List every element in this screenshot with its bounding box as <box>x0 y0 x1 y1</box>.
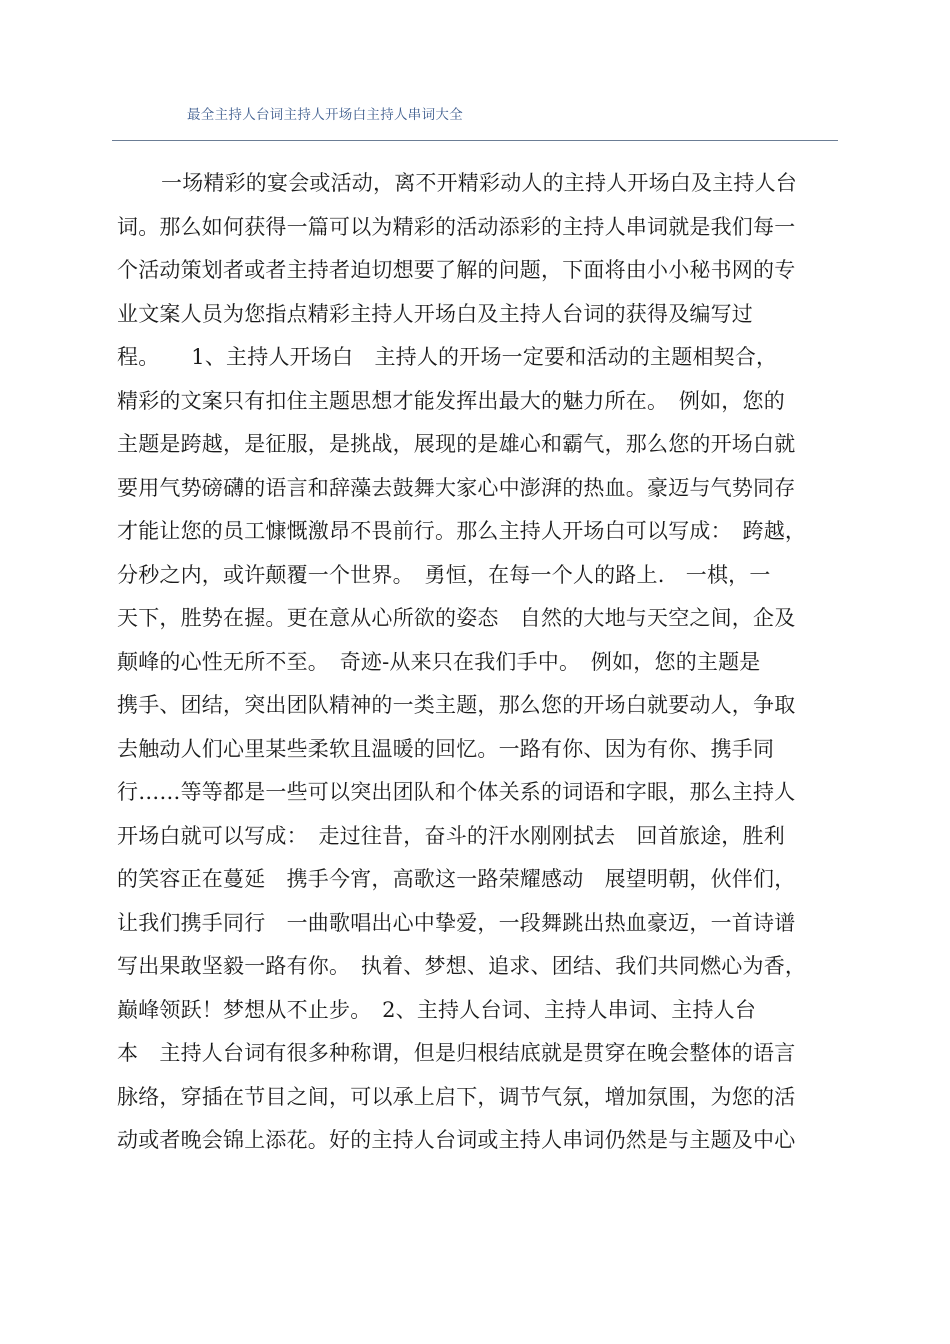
text-line: 巅峰领跃！梦想从不止步。 2、主持人台词、主持人串词、主持人台 <box>117 997 757 1022</box>
text-line: 本 主持人台词有很多种称谓，但是归根结底就是贯穿在晚会整体的语言 <box>117 1041 796 1065</box>
text-line: 精彩的文案只有扣住主题思想才能发挥出最大的魅力所在。 例如，您的 <box>117 388 785 413</box>
text-line: 脉络，穿插在节目之间，可以承上启下，调节气氛，增加氛围，为您的活 <box>117 1084 796 1109</box>
text-line: 天下，胜势在握。更在意从心所欲的姿态 自然的大地与天空之间，企及 <box>117 606 796 630</box>
text-line: 让我们携手同行 一曲歌唱出心中挚爱，一段舞跳出热血豪迈，一首诗谱 <box>117 910 796 935</box>
text-line: 业文案人员为您指点精彩主持人开场白及主持人台词的获得及编写过 <box>117 301 753 326</box>
text-line: 个活动策划者或者主持者迫切想要了解的问题，下面将由小小秘书网的专 <box>117 258 796 282</box>
text-line: 写出果敢坚毅一路有你。 执着、梦想、追求、团结、我们共同燃心为香， <box>117 954 807 978</box>
text-line: 一场精彩的宴会或活动，离不开精彩动人的主持人开场白及主持人台 <box>161 171 797 195</box>
text-line: 才能让您的员工慷慨激昂不畏前行。那么主持人开场白可以写成： 跨越， <box>117 519 807 543</box>
text-line: 主题是跨越，是征服，是挑战，展现的是雄心和霸气，那么您的开场白就 <box>117 432 796 456</box>
text-line: 携手、团结，突出团队精神的一类主题，那么您的开场白就要动人，争取 <box>117 693 796 717</box>
text-line: 要用气势磅礴的语言和辞藻去鼓舞大家心中澎湃的热血。豪迈与气势同存 <box>117 475 796 500</box>
header-divider <box>112 140 838 141</box>
document-body <box>117 162 857 1163</box>
text-line: 词。那么如何获得一篇可以为精彩的活动添彩的主持人串词就是我们每一 <box>117 214 796 239</box>
text-line: 的笑容正在蔓延 携手今宵，高歌这一路荣耀感动 展望明朝，伙伴们， <box>117 867 796 891</box>
text-line: 行……等等都是一些可以突出团队和个体关系的词语和字眼，那么主持人 <box>117 780 796 804</box>
text-line: 分秒之内，或许颠覆一个世界。 勇恒，在每一个人的路上. 一棋，一 <box>117 562 771 587</box>
text-line: 去触动人们心里某些柔软且温暖的回忆。一路有你、因为有你、携手同 <box>117 736 775 761</box>
page-header-title: 最全主持人台词主持人开场白主持人串词大全 <box>187 107 463 123</box>
text-line: 颠峰的心性无所不至。 奇迹-从来只在我们手中。 例如，您的主题是 <box>117 649 761 674</box>
text-line: 开场白就可以写成： 走过往昔，奋斗的汗水刚刚拭去 回首旅途，胜利 <box>117 823 785 848</box>
text-line: 动或者晚会锦上添花。好的主持人台词或主持人串词仍然是与主题及中心 <box>117 1128 796 1152</box>
text-line: 程。 1、主持人开场白 主持人的开场一定要和活动的主题相契合， <box>117 345 778 369</box>
